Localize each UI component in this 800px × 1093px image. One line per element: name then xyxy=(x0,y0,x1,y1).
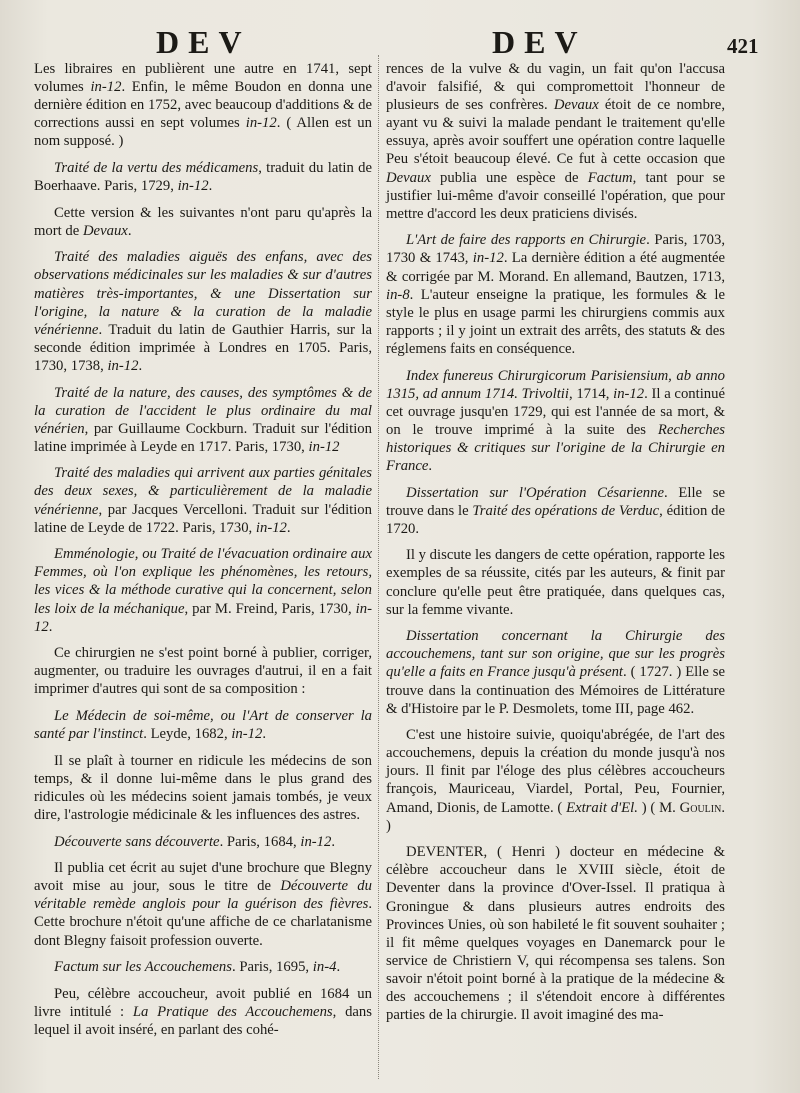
text-run: . xyxy=(428,457,433,474)
text-run: . Paris, 1695, xyxy=(231,959,313,976)
text-run: . Paris, 1684, xyxy=(219,833,301,850)
paragraph-q7 xyxy=(386,726,725,835)
text-run: DEVENTER, ( Henri ) docteur en médecine & célèbre accoucheur dans le XVIII siècle, étoit de Deventer dans la province d'Over-Issel. Il pratiqua à Groningue & dans plusieurs autres endroits des Provinces Unies, où son habileté le fit souvent souhaiter ; il fit même quelques voyages en Danemarck pour le service de Christiern V, qui récompensa ses talens. Son savoir n'étoit point borné à la pratique de la médecine & des accouchemens ; il s'étendoit encore à différentes parties de la chirurgie. Il avoit imaginé des ma- xyxy=(386,844,725,1024)
text-run: , édition de 1720. xyxy=(386,502,726,537)
text-run: . Paris, 1703, 1730 & 1743, xyxy=(386,232,726,267)
italic-text: Traité de la nature, des causes, des symptômes & de la curation de l'accident le plus ordinaire du mal vénérien xyxy=(34,384,372,437)
italic-text: Emménologie, ou Traité de l'évacuation ordinaire aux Femmes, où l'on explique les phénomènes, les retours, les vices & la méthode curative qui la concernent, selon les loix de la méchanique xyxy=(34,546,372,617)
italic-text: in-12 xyxy=(34,600,372,635)
text-run: . xyxy=(127,222,132,239)
right-column xyxy=(386,60,725,1079)
text-run: , par Jacques Vercelloni. Traduit sur l'édition latine de Leyde de 1722. Paris, 1730, xyxy=(34,501,372,536)
italic-text: in-8 xyxy=(386,286,410,303)
paragraph-q5 xyxy=(386,546,725,618)
text-run: . xyxy=(262,726,267,743)
text-run: Il publia cet écrit au sujet d'une brochure que Blegny avoit mise au jour, sous le titre de xyxy=(34,860,372,895)
italic-text: Devaux xyxy=(553,97,599,114)
column-divider xyxy=(378,55,380,1079)
italic-text: in-4 xyxy=(312,959,337,976)
italic-text: La Pratique des Accouchemens xyxy=(132,1003,333,1020)
italic-text: Le Médecin de soi-même, ou l'Art de conserver la santé par l'instinct xyxy=(34,708,372,743)
text-run: . xyxy=(138,357,143,374)
italic-text: Extrait d'El. xyxy=(566,799,638,816)
italic-text: in-12 xyxy=(255,519,287,536)
italic-text: Factum sur les Accouchemens xyxy=(54,959,232,976)
italic-text: in-12 xyxy=(613,385,645,402)
paragraph-p12 xyxy=(34,859,372,949)
paragraph-p14 xyxy=(34,985,372,1039)
paragraph-p5 xyxy=(34,384,372,456)
text-run: publia une espèce de xyxy=(430,169,588,186)
text-run: rences de la vulve & du vagin, un fait qu'on l'accusa d'avoir falsifié, & qui compromettoit l'honneur de plusieurs de ses confrères. xyxy=(386,61,725,114)
italic-text: in-12 xyxy=(231,726,263,743)
paragraph-q1 xyxy=(386,60,725,223)
text-run: . Leyde, 1682, xyxy=(143,726,232,743)
paragraph-q4 xyxy=(386,484,725,538)
italic-text: L'Art de faire des rapports en Chirurgie xyxy=(406,232,647,249)
italic-text: Dissertation concernant la Chirurgie des accouchemens, tant sur son origine, que sur les progrès qu'elle a faits en France jusqu'à présent xyxy=(386,628,725,681)
italic-text: Index funereus Chirurgicorum Parisiensium, ab anno 1315, ad annum 1714. Trivoltii xyxy=(386,367,725,402)
paragraph-p4 xyxy=(34,248,372,375)
italic-text: in-12 xyxy=(308,438,340,455)
text-run: . Enfin, le même Boudon en donna une dernière édition en 1752, avec beaucoup d'additions & de corrections aussi en sept volumes xyxy=(34,79,372,132)
text-run: . Traduit du latin de Gauthier Harris, sur la seconde édition imprimée à Londres en 1705. Paris, 1730, 1738, xyxy=(34,321,372,374)
text-run: ) ( M. xyxy=(637,799,680,816)
paragraph-p9 xyxy=(34,707,372,743)
running-header xyxy=(0,24,800,64)
italic-text: Factum xyxy=(587,169,633,186)
text-run: Peu, célèbre accoucheur, avoit publié en 1684 un livre intitulé : xyxy=(34,985,372,1020)
paragraph-q2 xyxy=(386,231,725,358)
page-number: 421 xyxy=(727,34,759,58)
running-head-left: DEV xyxy=(156,24,251,60)
paragraph-p2 xyxy=(34,159,372,195)
text-run: . xyxy=(208,178,213,195)
italic-text: Recherches historiques & critiques sur l'origine de la Chirurgie en France xyxy=(386,421,725,474)
text-run: , traduit du latin de Boerhaave. Paris, 1729, xyxy=(34,159,372,195)
paragraph-p3 xyxy=(34,204,372,240)
text-run: , par Guillaume Cockburn. Traduit sur l'édition latine imprimée à Leyde en 1717. Paris, 1730, xyxy=(34,420,372,455)
text-run: . xyxy=(286,519,291,536)
italic-text: Traité des opérations de Verduc xyxy=(472,502,660,519)
paragraph-q3 xyxy=(386,367,725,476)
text-run: , 1714, xyxy=(568,385,614,402)
text-run: étoit de ce nombre, ayant vu & suivi la malade pendant le traitement qu'elle essuya, après avoir souffert une opération contre laquelle Peu s'étoit beaucoup élevé. Ce fut à cette occasion que xyxy=(386,97,725,168)
paragraph-p10 xyxy=(34,752,372,824)
italic-text: Traité des maladies qui arrivent aux parties génitales des deux sexes, & particulièrement de la maladie vénérienne xyxy=(34,465,372,518)
italic-text: Découverte du véritable remède anglois pour la guérison des fièvres xyxy=(34,878,372,913)
left-column xyxy=(34,60,372,1079)
italic-text: in-12 xyxy=(90,79,122,96)
text-run: . La dernière édition a été augmentée & corrigée par M. Morand. En allemand, Bautzen, 1713, xyxy=(386,250,725,285)
text-run: . ( Allen est un nom supposé. ) xyxy=(34,115,372,150)
text-run: . Elle se trouve dans le xyxy=(386,484,726,519)
paragraph-p7 xyxy=(34,545,372,635)
italic-text: Devaux xyxy=(82,222,128,239)
paragraph-q6 xyxy=(386,627,725,717)
text-run: . ( 1727. ) Elle se trouve dans la continuation des Mémoires de Littérature & d'Histoire par le P. Desmolets, tome III, page 462. xyxy=(386,664,725,717)
running-head-right: DEV xyxy=(492,24,587,60)
italic-text: in-12 xyxy=(107,357,139,374)
italic-text: in-12 xyxy=(472,250,504,267)
text-run: , dans lequel il avoit inséré, en parlant des cohé- xyxy=(34,1003,372,1038)
italic-text: Traité des maladies aiguës des enfans, avec des observations médicinales sur les maladies & sur d'autres matières très-importantes, & une Dissertation sur l'origine, la nature & la curation de la maladie vénérienne xyxy=(34,249,372,338)
italic-text: Dissertation sur l'Opération Césarienne xyxy=(406,484,665,501)
text-run: C'est une histoire suivie, quoiqu'abrégée, de l'art des accouchemens, depuis la création du monde jusqu'à nos jours. Il finit par l'éloge des plus célèbres accoucheurs françois, Mauriceau, Viardel, Portal, Peu, Fournier, Amand, Dionis, de Lamotte. ( xyxy=(386,727,725,816)
text-run: , par M. Freind, Paris, 1730, xyxy=(184,600,356,617)
text-run: , tant pour se justifier lui-même d'avoir conseillé l'opération, que pour mettre d'accord les deux praticiens divisés. xyxy=(386,169,726,222)
text-run: Il se plaît à tourner en ridicule les médecins de son temps, & il donne lui-même dans le plus grand des ridicules où les médecins soient jamais tombés, je veux dire, l'astrologie médicinale & les influences des astres. xyxy=(34,752,372,823)
paragraph-p1 xyxy=(34,60,372,150)
text-run: Ce chirurgien ne s'est point borné à publier, corriger, augmenter, ou traduire les ouvrages d'autrui, il en a fait imprimer d'autres qui sont de sa composition : xyxy=(34,645,372,698)
text-run: Il y discute les dangers de cette opération, rapporte les exemples de sa réussite, cités par les auteurs, & finit par conclure qu'elle peut être pratiquée, dans quelques cas, sur la femme vivante. xyxy=(386,547,725,618)
text-run: Goulin xyxy=(679,799,722,816)
text-run: . L'auteur enseigne la pratique, les formules & le style le plus en usage parmi les chirurgiens commis aux rapports ; il y joint un extrait des arrêts, des statuts & des réglemens faits en conséquence. xyxy=(386,286,725,357)
text-run: . Cette brochure n'étoit qu'une affiche de ce charlatanisme dont Blegny faisoit profession ouverte. xyxy=(34,896,372,949)
text-run: . xyxy=(336,959,341,976)
italic-text: in-12 xyxy=(245,115,277,132)
text-run: . xyxy=(48,618,53,635)
text-run: . Il a continué cet ouvrage jusqu'en 1729, qui est l'année de sa mort, & on le trouve imprimé à la suite des xyxy=(386,385,725,438)
italic-text: in-12 xyxy=(300,833,332,850)
text-run: . ) xyxy=(386,799,725,834)
paragraph-p13 xyxy=(34,958,372,976)
italic-text: in-12 xyxy=(177,178,209,195)
text-run: Cette version & les suivantes n'ont paru qu'après la mort de xyxy=(34,204,372,239)
italic-text: Traité de la vertu des médicamens xyxy=(54,159,259,176)
paragraph-q8 xyxy=(386,843,725,1024)
paragraph-p6 xyxy=(34,464,372,536)
paragraph-p11 xyxy=(34,833,372,851)
text-run: Les libraires en publièrent une autre en 1741, sept volumes xyxy=(34,61,372,96)
paragraph-p8 xyxy=(34,644,372,698)
italic-text: Découverte sans découverte xyxy=(54,833,220,850)
text-run: . xyxy=(331,833,336,850)
italic-text: Devaux xyxy=(386,169,431,186)
